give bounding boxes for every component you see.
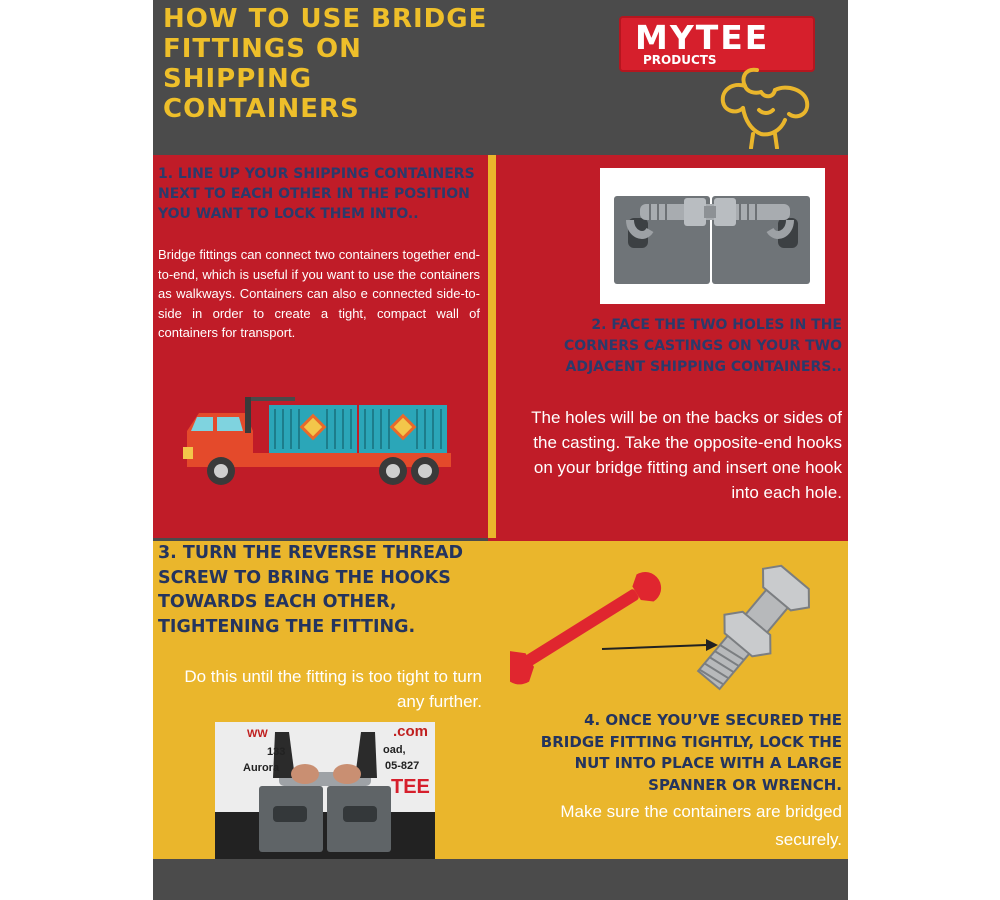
- bridge-fitting-image: [600, 168, 825, 304]
- photo-watermark-site: .com: [393, 723, 429, 740]
- step-4-heading: 4. ONCE YOU’VE SECURED THE BRIDGE FITTING TIGHTLY, LOCK THE NUT INTO PLACE WITH A LARGE SPANNER OR WRENCH.: [540, 711, 842, 794]
- infographic: [153, 0, 848, 900]
- mytee-logo: [619, 16, 815, 151]
- step-2-panel: [496, 155, 848, 538]
- photo-watermark-w: WW: [247, 728, 268, 740]
- step-4-body: Make sure the containers are bridged securely.: [560, 802, 842, 849]
- infographic-title: HOW TO USE BRIDGE FITTINGS ON SHIPPING CONTAINERS: [163, 4, 488, 124]
- container-truck-illustration: [183, 391, 455, 486]
- step-1-heading: 1. LINE UP YOUR SHIPPING CONTAINERS NEXT TO EACH OTHER IN THE POSITION YOU WANT TO LOCK THEM INTO..: [158, 166, 475, 222]
- photo-watermark-line2: oad,: [383, 744, 406, 756]
- step-2-heading: 2. FACE THE TWO HOLES IN THE CORNERS CASTINGS ON YOUR TWO ADJACENT SHIPPING CONTAINERS..: [563, 317, 842, 375]
- step-3-panel: [153, 541, 488, 859]
- logo-brand: MYTEE: [635, 18, 770, 57]
- step-2-body: The holes will be on the backs or sides of the casting. Take the opposite-end hooks on your bridge fitting and insert one hook into each hole.: [531, 408, 842, 502]
- step-1-panel: [153, 155, 488, 538]
- bridge-fitting-photo: [600, 168, 825, 304]
- photo-watermark-brand: TEE: [391, 776, 430, 798]
- step-3-body: Do this until the fitting is too tight to turn any further.: [184, 667, 482, 711]
- step-1-body: Bridge fittings can connect two containers together end-to-end, which is useful if you want to use the containers as walkways. Containers can also e connected side-to-side in order to create a tight, compact wall of containers for transport.: [158, 247, 480, 341]
- vertical-divider: [488, 155, 496, 859]
- tightening-photo: [215, 722, 435, 859]
- strongman-mascot-icon: [715, 64, 815, 149]
- step-4-panel: [496, 541, 848, 859]
- wrench-and-bolt-illustration: [510, 561, 830, 709]
- logo-sub: PRODUCTS: [643, 53, 717, 67]
- photo-watermark-city: Aurora: [243, 762, 280, 774]
- photo-watermark-phone: 05-827: [385, 760, 420, 772]
- photo-watermark-line1: 133: [267, 746, 286, 758]
- step-3-heading: 3. TURN THE REVERSE THREAD SCREW TO BRING THE HOOKS TOWARDS EACH OTHER, TIGHTENING THE FITTING.: [158, 543, 464, 637]
